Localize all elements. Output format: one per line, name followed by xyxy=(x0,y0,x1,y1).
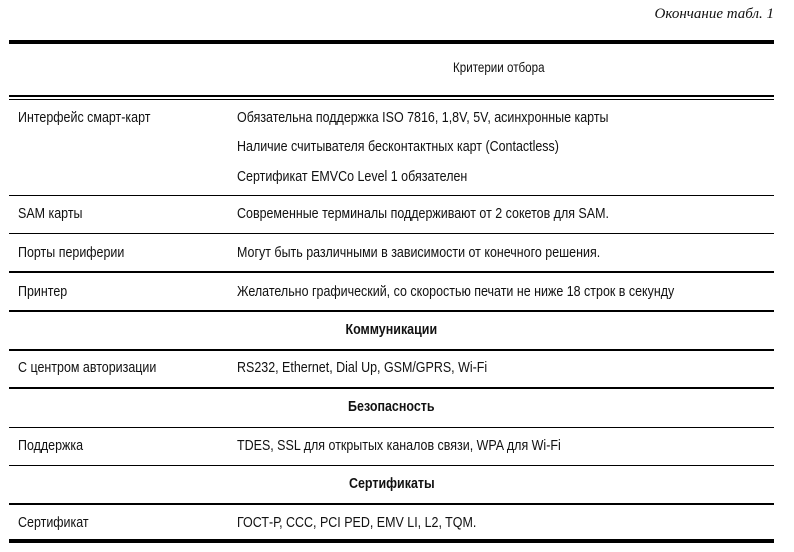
header-double-rule-2 xyxy=(9,99,774,101)
row-value: RS232, Ethernet, Dial Up, GSM/GPRS, Wi-Fi xyxy=(237,360,488,376)
row-divider xyxy=(9,349,774,351)
section-heading-text: Безопасность xyxy=(348,399,435,415)
table-bottom-rule xyxy=(9,539,774,543)
row-divider xyxy=(9,427,774,429)
section-heading xyxy=(9,475,774,493)
header-double-rule-1 xyxy=(9,95,774,97)
row-value: Современные терминалы поддерживают от 2 сокетов для SAM. xyxy=(237,206,609,222)
row-divider xyxy=(9,503,774,505)
row-divider xyxy=(9,465,774,467)
row-label: Порты периферии xyxy=(18,245,125,261)
row-label: Интерфейс смарт-карт xyxy=(18,110,151,126)
section-heading-text: Сертификаты xyxy=(348,476,435,492)
row-label: Поддержка xyxy=(18,438,84,454)
row-value: ГОСТ-Р, CCC, PCI PED, EMV LI, L2, TQM. xyxy=(237,515,477,531)
row-divider xyxy=(9,195,774,197)
row-label: Принтер xyxy=(18,284,68,300)
row-value: Наличие считывателя бесконтактных карт (Contactless) xyxy=(237,139,559,155)
row-value: Сертификат EMVCo Level 1 обязателен xyxy=(237,169,468,185)
table-caption: Окончание табл. 1 xyxy=(654,6,774,22)
section-heading xyxy=(9,321,774,339)
row-value: Могут быть различными в зависимости от конечного решения. xyxy=(237,245,601,261)
row-divider xyxy=(9,233,774,235)
row-label: С центром авторизации xyxy=(18,360,157,376)
row-value: TDES, SSL для открытых каналов связи, WPA для Wi-Fi xyxy=(237,438,561,454)
row-value: Желательно графический, со скоростью печати не ниже 18 строк в секунду xyxy=(237,284,675,300)
section-heading-text: Коммуникации xyxy=(345,322,438,338)
table-top-rule xyxy=(9,40,774,44)
row-divider xyxy=(9,310,774,312)
section-heading xyxy=(9,398,774,416)
row-value: Обязательна поддержка ISO 7816, 1,8V, 5V, асинхронные карты xyxy=(237,110,609,126)
row-label: SAM карты xyxy=(18,206,83,222)
row-divider xyxy=(9,387,774,389)
row-divider xyxy=(9,271,774,273)
row-label: Сертификат xyxy=(18,515,89,531)
column-header-criteria: Критерии отбора xyxy=(453,60,545,75)
